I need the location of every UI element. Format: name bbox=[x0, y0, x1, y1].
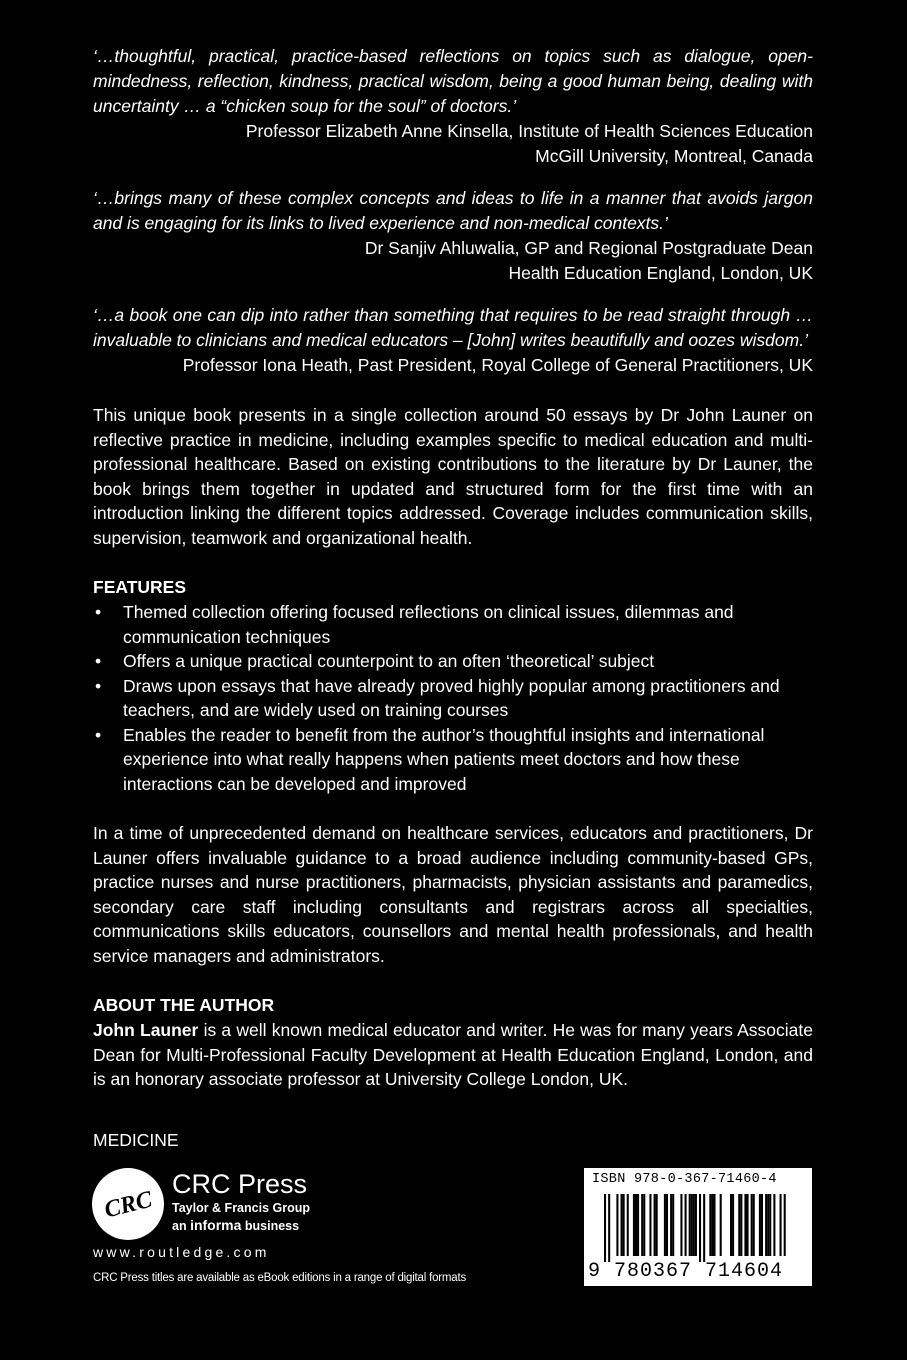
feature-item bbox=[93, 649, 813, 674]
isbn-label: ISBN 978-0-367-71460-4 bbox=[592, 1172, 777, 1187]
barcode-bar bbox=[784, 1194, 786, 1256]
barcode-bar bbox=[670, 1194, 672, 1256]
quote-attribution: Professor Elizabeth Anne Kinsella, Institute of Health Sciences Education bbox=[245, 121, 813, 141]
barcode-bar bbox=[759, 1194, 761, 1256]
barcode-bar bbox=[623, 1194, 625, 1256]
barcode-bar bbox=[685, 1194, 687, 1256]
barcode-bar bbox=[703, 1194, 705, 1262]
barcode-bar bbox=[608, 1194, 610, 1262]
feature-text: Themed collection offering focused reflections on clinical issues, dilemmas and communication techniques bbox=[123, 602, 734, 647]
barcode-bar bbox=[637, 1194, 639, 1256]
bullet-icon: • bbox=[95, 651, 102, 671]
quote-3 bbox=[93, 303, 813, 378]
barcode-bar bbox=[711, 1194, 713, 1256]
audience-paragraph: In a time of unprecedented demand on healthcare services, educators and practitioners, Dr Launer offers invaluable guidance to a broad audience including community-based GPs, practice nurses and nurse practitioners, pharmacists, physician assistants and paramedics, secondary care staff including consultants and registrars across all specialties, communications skills educators, counsellors and mental health professionals, and health service managers and administrators. bbox=[93, 823, 813, 966]
feature-item bbox=[93, 600, 813, 649]
about-heading: ABOUT THE AUTHOR bbox=[93, 995, 275, 1015]
category-label: MEDICINE bbox=[93, 1130, 179, 1150]
barcode-bar bbox=[767, 1194, 769, 1256]
barcode-bar bbox=[643, 1194, 645, 1256]
barcode-digits: 9 780367 714604 bbox=[588, 1260, 784, 1283]
barcode-bar bbox=[616, 1194, 618, 1256]
book-description: This unique book presents in a single collection around 50 essays by Dr John Launer on reflective practice in medicine, including examples specific to medical education and multi-professional healthcare. Based on existing contributions to the literature by Dr Launer, the book brings them together in updated and structured form for the first time with an introduction linking the different topics addressed. Coverage includes communication skills, supervision, teamwork and organizational health. bbox=[93, 405, 813, 548]
barcode-bar bbox=[720, 1194, 722, 1256]
barcode-bar bbox=[641, 1194, 643, 1256]
barcode-bar bbox=[709, 1194, 711, 1256]
author-name: John Launer bbox=[93, 1020, 199, 1040]
features-list bbox=[93, 600, 813, 796]
quote-attribution: Dr Sanjiv Ahluwalia, GP and Regional Postgraduate Dean bbox=[364, 238, 813, 258]
feature-text: Offers a unique practical counterpoint to an often ‘theoretical’ subject bbox=[123, 651, 655, 671]
author-bio bbox=[93, 1018, 813, 1092]
publisher-block bbox=[172, 1168, 310, 1235]
barcode-bar bbox=[744, 1194, 746, 1256]
publisher-tagline: an informa business bbox=[172, 1217, 300, 1233]
quote-attribution: McGill University, Montreal, Canada bbox=[535, 146, 813, 166]
barcode-bar bbox=[780, 1194, 782, 1256]
features-heading: FEATURES bbox=[93, 577, 187, 597]
barcode-bar bbox=[730, 1194, 732, 1256]
barcode-bar bbox=[649, 1194, 651, 1256]
barcode-bar bbox=[740, 1194, 742, 1256]
barcode-bar bbox=[699, 1194, 701, 1262]
quote-text: ‘…brings many of these complex concepts and ideas to life in a manner that avoids jargon and is engaging for its links to lived experience and non-medical contexts.’ bbox=[93, 188, 813, 233]
barcode-bar bbox=[732, 1194, 734, 1256]
barcode-bars bbox=[604, 1194, 794, 1262]
barcode-bar bbox=[621, 1194, 623, 1256]
feature-item bbox=[93, 723, 813, 797]
quote-2 bbox=[93, 186, 813, 286]
barcode-bar bbox=[765, 1194, 767, 1256]
quote-1 bbox=[93, 44, 813, 169]
crc-logo-text: CRC bbox=[101, 1186, 155, 1224]
bullet-icon: • bbox=[95, 602, 102, 622]
quote-text: ‘…a book one can dip into rather than something that requires to be read straight through … invaluable to clinicians and medical educators – [John] writes beautifully and oozes wisdom.’ bbox=[93, 305, 813, 350]
feature-item bbox=[93, 674, 813, 723]
barcode-bar bbox=[695, 1194, 697, 1256]
isbn-barcode bbox=[584, 1168, 812, 1286]
barcode-bar bbox=[769, 1194, 771, 1256]
barcode-bar bbox=[691, 1194, 693, 1256]
barcode-bar bbox=[672, 1194, 674, 1256]
quote-attribution: Health Education England, London, UK bbox=[508, 263, 813, 283]
barcode-bar bbox=[680, 1194, 682, 1256]
barcode-bar bbox=[604, 1194, 606, 1262]
back-cover-text bbox=[93, 44, 813, 1092]
publisher-website: www.routledge.com bbox=[93, 1244, 270, 1260]
barcode-bar bbox=[627, 1194, 629, 1256]
crc-logo-icon bbox=[90, 1166, 166, 1242]
barcode-bar bbox=[633, 1194, 635, 1256]
barcode-bar bbox=[751, 1194, 753, 1256]
publisher-group: Taylor & Francis Group bbox=[172, 1201, 310, 1215]
barcode-bar bbox=[656, 1194, 658, 1256]
barcode-bar bbox=[689, 1194, 691, 1256]
quote-attribution: Professor Iona Heath, Past President, Royal College of General Practitioners, UK bbox=[182, 355, 813, 375]
barcode-bar bbox=[773, 1194, 775, 1256]
barcode-bar bbox=[713, 1194, 715, 1256]
bullet-icon: • bbox=[95, 724, 102, 745]
informa-brand: informa bbox=[190, 1217, 242, 1233]
barcode-bar bbox=[761, 1194, 763, 1256]
barcode-bar bbox=[654, 1194, 656, 1256]
bullet-icon: • bbox=[95, 675, 102, 696]
barcode-bar bbox=[753, 1194, 755, 1256]
barcode-bar bbox=[664, 1194, 666, 1256]
ebook-note: CRC Press titles are available as eBook editions in a range of digital formats bbox=[93, 1272, 467, 1284]
barcode-bar bbox=[747, 1194, 749, 1256]
barcode-bar bbox=[693, 1194, 695, 1256]
barcode-bar bbox=[635, 1194, 637, 1256]
barcode-bar bbox=[666, 1194, 668, 1256]
feature-text: Enables the reader to benefit from the author’s thoughtful insights and international experience into what really happens when patients meet doctors and how these interactions can be developed and improved bbox=[123, 724, 765, 794]
author-bio-text: is a well known medical educator and writer. He was for many years Associate Dean for Multi-Professional Faculty Development at Health Education England, London, and is an honorary associate professor at University College London, UK. bbox=[93, 1020, 813, 1089]
quote-text: ‘…thoughtful, practical, practice-based reflections on topics such as dialogue, open-mindedness, reflection, kindness, practical wisdom, being a good human being, dealing with uncertainty … a “chicken soup for the soul” of doctors.’ bbox=[93, 46, 813, 116]
barcode-bar bbox=[738, 1194, 740, 1256]
feature-text: Draws upon essays that have already proved highly popular among practitioners and teachers, and are widely used on training courses bbox=[123, 675, 780, 720]
publisher-name: CRC Press bbox=[172, 1169, 308, 1199]
